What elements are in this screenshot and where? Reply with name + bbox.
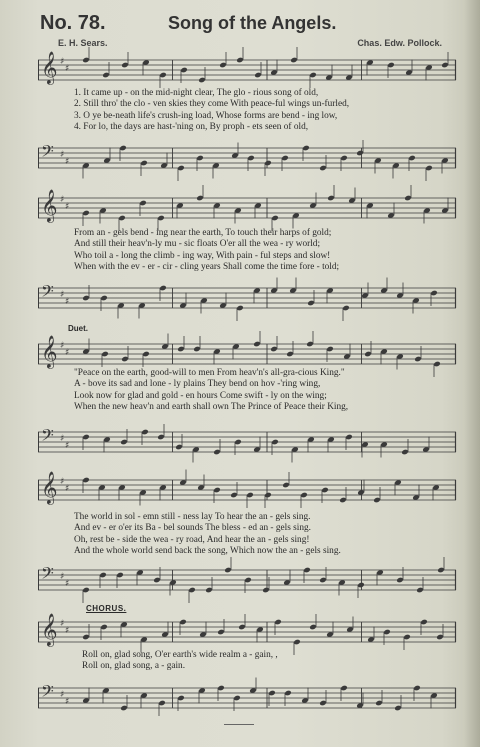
bass-staff [38, 562, 456, 598]
music-system-1 [38, 50, 456, 180]
hymn-number: No. 78. [40, 12, 106, 34]
hymn-title: Song of the Angels. [168, 13, 337, 33]
lyric-line: Who toil a - long the climb - ing way, With pain - ful steps and slow! [74, 250, 331, 261]
svg-text:♯: ♯ [65, 579, 70, 589]
svg-text:𝄢: 𝄢 [41, 141, 54, 165]
lyric-line: Look now for glad and gold - en hours Come swift - ly on the wing; [74, 390, 327, 401]
svg-text:♯: ♯ [65, 484, 70, 494]
svg-text:𝄢: 𝄢 [41, 281, 54, 305]
svg-text:♯: ♯ [65, 202, 70, 212]
svg-text:𝄞: 𝄞 [41, 613, 58, 646]
composer-credit: Chas. Edw. Pollock. [357, 38, 442, 48]
svg-text:♯: ♯ [60, 195, 65, 205]
lyric-line: And ev - er o'er its Ba - bel sounds The bless - ed an - gels sing. [74, 523, 311, 534]
svg-text:♯: ♯ [60, 57, 65, 67]
svg-text:♯: ♯ [65, 64, 70, 74]
chorus-lyrics [82, 650, 462, 673]
bass-staff [38, 280, 456, 316]
svg-text:♯: ♯ [65, 441, 70, 451]
music-system-2 [38, 184, 456, 314]
svg-text:♯: ♯ [60, 434, 65, 444]
svg-text:♯: ♯ [60, 619, 65, 629]
lyric-line: Oh, rest be - side the wea - ry road, And hear the an - gels sing! [74, 534, 310, 545]
music-system-4 [38, 466, 456, 596]
title-row [40, 12, 460, 38]
svg-text:𝄞: 𝄞 [41, 335, 58, 368]
lyric-line: 2. Still thro' the clo - ven skies they come With peace-ful wings un-furled, [74, 99, 350, 110]
verse-lyrics [74, 88, 454, 133]
svg-text:𝄢: 𝄢 [41, 681, 54, 705]
bass-staff [38, 680, 456, 716]
lyric-line: And the whole world send back the song, Which now the an - gels sing. [74, 545, 341, 556]
lyric-line: 4. For lo, the days are hast-'ning on, By proph - ets seen of old, [74, 121, 309, 132]
lyric-line: 1. It came up - on the mid-night clear, The glo - rious song of old, [74, 88, 319, 98]
svg-text:♯: ♯ [60, 341, 65, 351]
lyric-line: Roll on, glad song, O'er earth's wide realm a - gain, , [82, 650, 278, 660]
svg-text:𝄞: 𝄞 [41, 471, 58, 504]
svg-text:𝄞: 𝄞 [41, 51, 58, 84]
lyric-line: A - bove its sad and lone - ly plains They bend on hov -'ring wing, [74, 379, 321, 390]
svg-text:♯: ♯ [60, 572, 65, 582]
music-system-3 [38, 322, 456, 452]
lyric-line: And still their heav'n-ly mu - sic floats O'er all the wea - ry world; [74, 239, 321, 250]
svg-text:♯: ♯ [60, 477, 65, 487]
verse-lyrics [74, 512, 454, 557]
treble-staff [38, 52, 456, 88]
lyric-line: 3. O ye be-neath life's crush-ing load, Whose forms are bend - ing low, [74, 110, 338, 121]
treble-staff [38, 190, 456, 226]
treble-staff [38, 472, 456, 508]
svg-text:♯: ♯ [65, 157, 70, 167]
svg-text:♯: ♯ [60, 290, 65, 300]
bass-staff [38, 424, 456, 460]
svg-text:♯: ♯ [65, 697, 70, 707]
svg-text:♯: ♯ [65, 297, 70, 307]
page-footer-rule [224, 724, 254, 725]
svg-text:♯: ♯ [65, 348, 70, 358]
page-edge-shadow [464, 0, 480, 747]
lyric-line: Roll on, glad song, a - gain. [82, 661, 186, 672]
lyricist-credit: E. H. Sears. [58, 38, 108, 48]
lyric-line: "Peace on the earth, good-will to men From heav'n's all-gra-cious King." [74, 368, 345, 378]
svg-text:♯: ♯ [60, 690, 65, 700]
verse-lyrics [74, 228, 454, 273]
music-system-5 [38, 604, 456, 720]
lyric-line: The world in sol - emn still - ness lay To hear the an - gels sing. [74, 512, 311, 522]
chorus-label: CHORUS. [86, 604, 127, 613]
treble-staff [38, 336, 456, 372]
svg-text:♯: ♯ [65, 626, 70, 636]
lyric-line: When with the ev - er - cir - cling years Shall come the time fore - told; [74, 261, 340, 272]
lyric-line: When the new heav'n and earth shall own The Prince of Peace their King, [74, 401, 349, 412]
svg-text:𝄢: 𝄢 [41, 563, 54, 587]
lyric-line: From an - gels bend - ing near the earth, To touch their harps of gold; [74, 228, 332, 238]
verse-lyrics [74, 368, 454, 413]
svg-text:♯: ♯ [60, 150, 65, 160]
duet-label: Duet. [68, 324, 88, 333]
svg-text:𝄢: 𝄢 [41, 425, 54, 449]
treble-staff [38, 614, 456, 650]
bass-staff [38, 140, 456, 176]
svg-text:𝄞: 𝄞 [41, 189, 58, 222]
